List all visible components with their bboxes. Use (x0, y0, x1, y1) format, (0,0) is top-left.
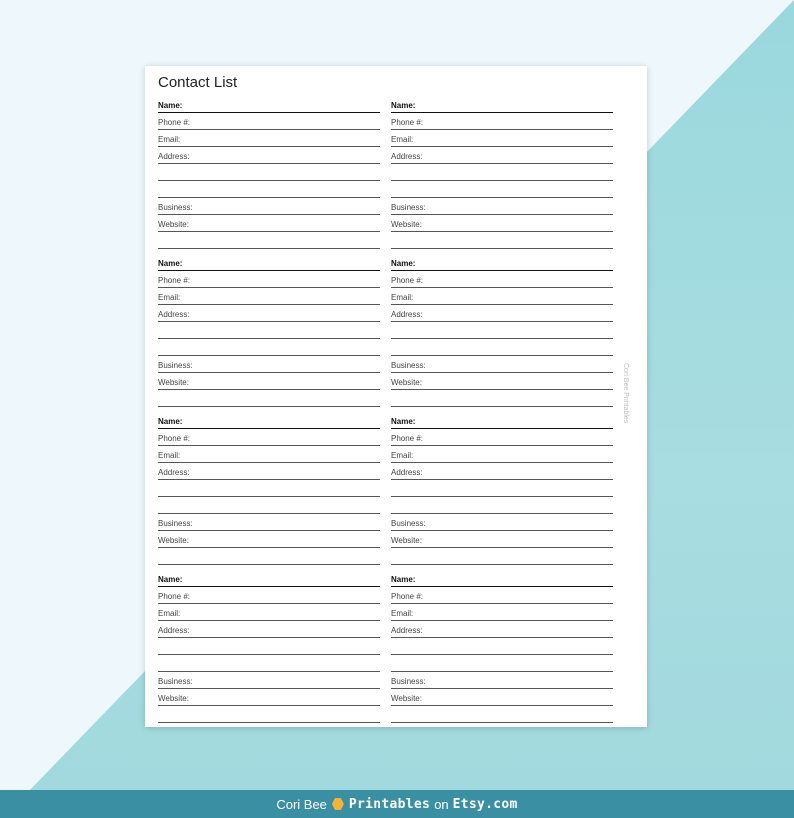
phone-row[interactable] (391, 429, 613, 446)
email-row[interactable] (391, 446, 613, 463)
contact-card (391, 256, 613, 407)
name-row[interactable] (391, 572, 613, 587)
email-label: Email: (391, 451, 414, 460)
website-label: Website: (158, 378, 189, 387)
email-row[interactable] (158, 604, 380, 621)
blank-line[interactable] (391, 497, 613, 514)
address-label: Address: (158, 310, 190, 319)
phone-label: Phone #: (158, 592, 191, 601)
blank-line[interactable] (391, 322, 613, 339)
footer-printables: Printables (348, 796, 431, 812)
website-row[interactable] (158, 689, 380, 706)
phone-row[interactable] (158, 429, 380, 446)
name-label: Name: (391, 575, 416, 584)
blank-line[interactable] (158, 497, 380, 514)
contact-list-sheet (145, 66, 647, 727)
blank-line[interactable] (391, 390, 613, 407)
email-row[interactable] (158, 446, 380, 463)
email-label: Email: (391, 135, 414, 144)
phone-label: Phone #: (391, 118, 424, 127)
blank-line[interactable] (391, 706, 613, 723)
blank-line[interactable] (391, 638, 613, 655)
name-row[interactable] (158, 414, 380, 429)
phone-row[interactable] (391, 113, 613, 130)
phone-row[interactable] (391, 271, 613, 288)
website-row[interactable] (158, 215, 380, 232)
website-row[interactable] (391, 689, 613, 706)
contact-card (158, 414, 380, 565)
blank-line[interactable] (158, 638, 380, 655)
name-label: Name: (158, 259, 183, 268)
phone-label: Phone #: (158, 434, 191, 443)
contact-card (158, 572, 380, 723)
address-row[interactable] (158, 147, 380, 164)
website-label: Website: (158, 220, 189, 229)
website-label: Website: (391, 378, 422, 387)
blank-line[interactable] (158, 655, 380, 672)
name-label: Name: (158, 417, 183, 426)
email-label: Email: (391, 293, 414, 302)
email-row[interactable] (391, 604, 613, 621)
email-label: Email: (158, 293, 181, 302)
address-row[interactable] (391, 463, 613, 480)
business-row[interactable] (391, 356, 613, 373)
website-label: Website: (391, 694, 422, 703)
business-row[interactable] (158, 198, 380, 215)
phone-label: Phone #: (158, 118, 191, 127)
name-label: Name: (158, 101, 183, 110)
address-label: Address: (391, 626, 423, 635)
email-row[interactable] (391, 130, 613, 147)
contact-card (391, 414, 613, 565)
address-label: Address: (158, 152, 190, 161)
contact-card (158, 98, 380, 249)
website-row[interactable] (158, 373, 380, 390)
blank-line[interactable] (158, 232, 380, 249)
business-label: Business: (158, 203, 193, 212)
address-row[interactable] (391, 147, 613, 164)
blank-line[interactable] (158, 164, 380, 181)
business-row[interactable] (158, 356, 380, 373)
address-row[interactable] (158, 463, 380, 480)
address-label: Address: (391, 152, 423, 161)
business-label: Business: (391, 677, 426, 686)
email-row[interactable] (158, 288, 380, 305)
name-label: Name: (391, 417, 416, 426)
address-row[interactable] (391, 621, 613, 638)
name-row[interactable] (391, 98, 613, 113)
address-label: Address: (158, 468, 190, 477)
phone-label: Phone #: (391, 276, 424, 285)
email-label: Email: (158, 451, 181, 460)
footer-site: Etsy.com (452, 796, 518, 812)
email-label: Email: (158, 609, 181, 618)
phone-label: Phone #: (158, 276, 191, 285)
address-label: Address: (391, 468, 423, 477)
phone-label: Phone #: (391, 592, 424, 601)
blank-line[interactable] (158, 322, 380, 339)
website-row[interactable] (391, 373, 613, 390)
footer-banner (0, 790, 794, 818)
blank-line[interactable] (391, 548, 613, 565)
address-row[interactable] (391, 305, 613, 322)
business-label: Business: (391, 361, 426, 370)
business-label: Business: (391, 519, 426, 528)
blank-line[interactable] (158, 339, 380, 356)
name-row[interactable] (391, 256, 613, 271)
blank-line[interactable] (391, 164, 613, 181)
contact-card (391, 572, 613, 723)
phone-row[interactable] (158, 113, 380, 130)
blank-line[interactable] (158, 548, 380, 565)
phone-label: Phone #: (391, 434, 424, 443)
blank-line[interactable] (391, 480, 613, 497)
website-label: Website: (158, 694, 189, 703)
contact-card (158, 256, 380, 407)
watermark: Cori Bee Printables (622, 363, 629, 424)
footer-brand: Cori Bee (276, 796, 327, 812)
business-row[interactable] (158, 672, 380, 689)
footer-on: on (434, 796, 449, 812)
business-label: Business: (158, 519, 193, 528)
blank-line[interactable] (391, 339, 613, 356)
blank-line[interactable] (391, 181, 613, 198)
business-row[interactable] (391, 514, 613, 531)
blank-line[interactable] (391, 655, 613, 672)
address-row[interactable] (158, 621, 380, 638)
phone-row[interactable] (391, 587, 613, 604)
blank-line[interactable] (158, 181, 380, 198)
business-row[interactable] (391, 198, 613, 215)
website-label: Website: (158, 536, 189, 545)
name-label: Name: (391, 259, 416, 268)
website-label: Website: (391, 536, 422, 545)
email-label: Email: (391, 609, 414, 618)
website-row[interactable] (158, 531, 380, 548)
phone-row[interactable] (158, 271, 380, 288)
address-label: Address: (391, 310, 423, 319)
name-row[interactable] (158, 256, 380, 271)
page-title: Contact List (158, 74, 238, 91)
email-label: Email: (158, 135, 181, 144)
website-row[interactable] (391, 531, 613, 548)
phone-row[interactable] (158, 587, 380, 604)
name-row[interactable] (391, 414, 613, 429)
name-label: Name: (158, 575, 183, 584)
business-row[interactable] (158, 514, 380, 531)
business-label: Business: (158, 677, 193, 686)
email-row[interactable] (391, 288, 613, 305)
name-label: Name: (391, 101, 416, 110)
blank-line[interactable] (158, 480, 380, 497)
blank-line[interactable] (391, 232, 613, 249)
address-label: Address: (158, 626, 190, 635)
address-row[interactable] (158, 305, 380, 322)
name-row[interactable] (158, 572, 380, 587)
honeycomb-icon (332, 798, 344, 810)
business-row[interactable] (391, 672, 613, 689)
blank-line[interactable] (158, 390, 380, 407)
business-label: Business: (158, 361, 193, 370)
website-row[interactable] (391, 215, 613, 232)
name-row[interactable] (158, 98, 380, 113)
contact-card (391, 98, 613, 249)
business-label: Business: (391, 203, 426, 212)
website-label: Website: (391, 220, 422, 229)
blank-line[interactable] (158, 706, 380, 723)
email-row[interactable] (158, 130, 380, 147)
